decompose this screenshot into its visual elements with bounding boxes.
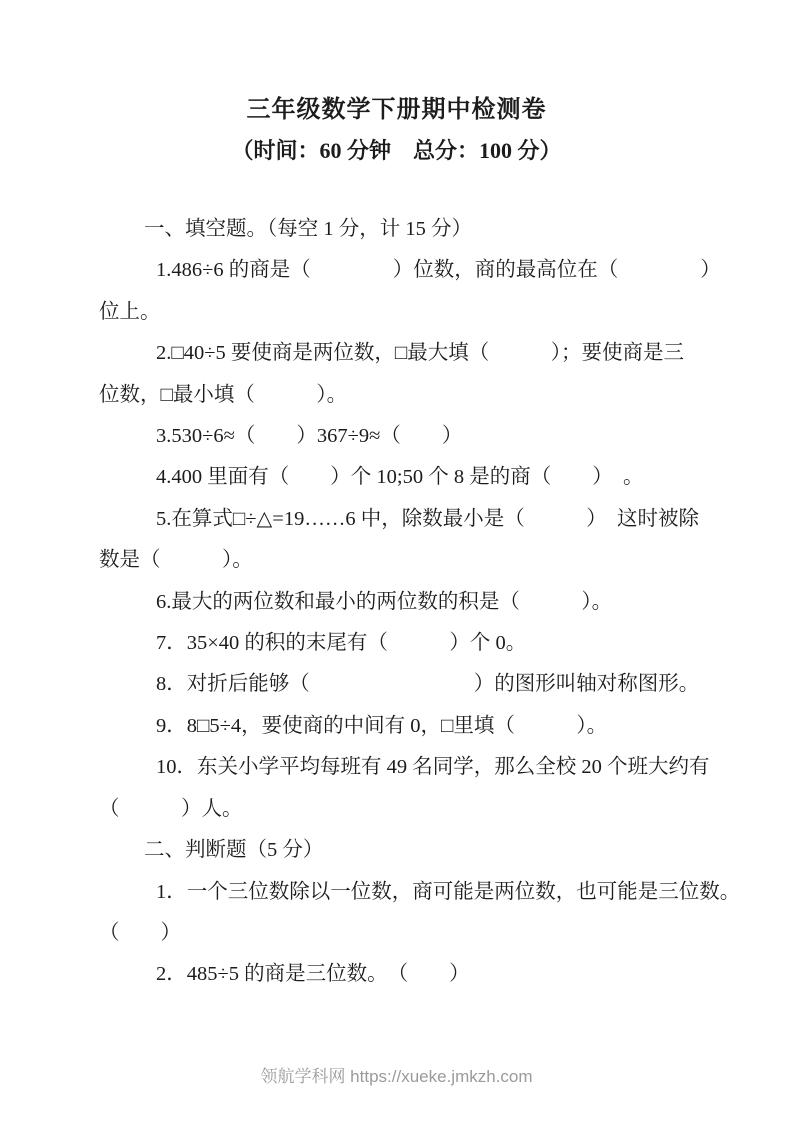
section-fill-in-heading: 一、填空题。（每空 1 分，计 15 分） (144, 218, 472, 240)
fill-in-q5-line2: 数是（ ）。 (99, 549, 253, 572)
fill-in-q9: 9．8□5÷4，要使商的中间有 0，□里填（ ）。 (156, 714, 608, 737)
fill-in-q10-line2: （ ）人。 (99, 797, 243, 820)
exam-header (0, 0, 793, 167)
fill-in-q4: 4.400 里面有（ ）个 10;50 个 8 是的商（ ） 。 (156, 466, 644, 489)
fill-in-q3: 3.530÷6≈（ ）367÷9≈（ ） (156, 425, 463, 448)
watermark-footer: 领航学科网 https://xueke.jmkzh.com (260, 1067, 533, 1086)
fill-in-q1-line2: 位上。 (99, 300, 161, 323)
judge-q1-line2: （ ） (99, 921, 181, 944)
fill-in-q7: 7．35×40 的积的末尾有（ ）个 0。 (156, 632, 527, 655)
judge-q1-line1: 1．一个三位数除以一位数，商可能是两位数，也可能是三位数。 (156, 880, 741, 903)
section-judge-heading: 二、判断题（5 分） (144, 839, 324, 862)
exam-body (0, 209, 793, 996)
exam-title: 三年级数学下册期中检测卷 (246, 97, 547, 123)
fill-in-q10-line1: 10．东关小学平均每班有 49 名同学，那么全校 20 个班大约有 (156, 756, 710, 779)
fill-in-q8: 8．对折后能够（ ）的图形叫轴对称图形。 (156, 673, 700, 696)
fill-in-q2-line1: 2.□40÷5 要使商是两位数，□最大填（ ）；要使商是三 (156, 342, 685, 365)
fill-in-q5-line1: 5.在算式□÷△=19……6 中，除数最小是（ ） 这时被除 (156, 507, 699, 530)
fill-in-q6: 6.最大的两位数和最小的两位数的积是（ ）。 (156, 590, 613, 613)
judge-q2: 2．485÷5 的商是三位数。 （ ） (156, 963, 470, 986)
fill-in-q1-line1: 1.486÷6 的商是（ ）位数，商的最高位在（ ） (156, 259, 721, 282)
fill-in-q2-line2: 位数，□最小填（ ）。 (99, 383, 348, 406)
exam-time-score-subtitle: （时间：60 分钟 总分：100 分） (231, 138, 562, 163)
